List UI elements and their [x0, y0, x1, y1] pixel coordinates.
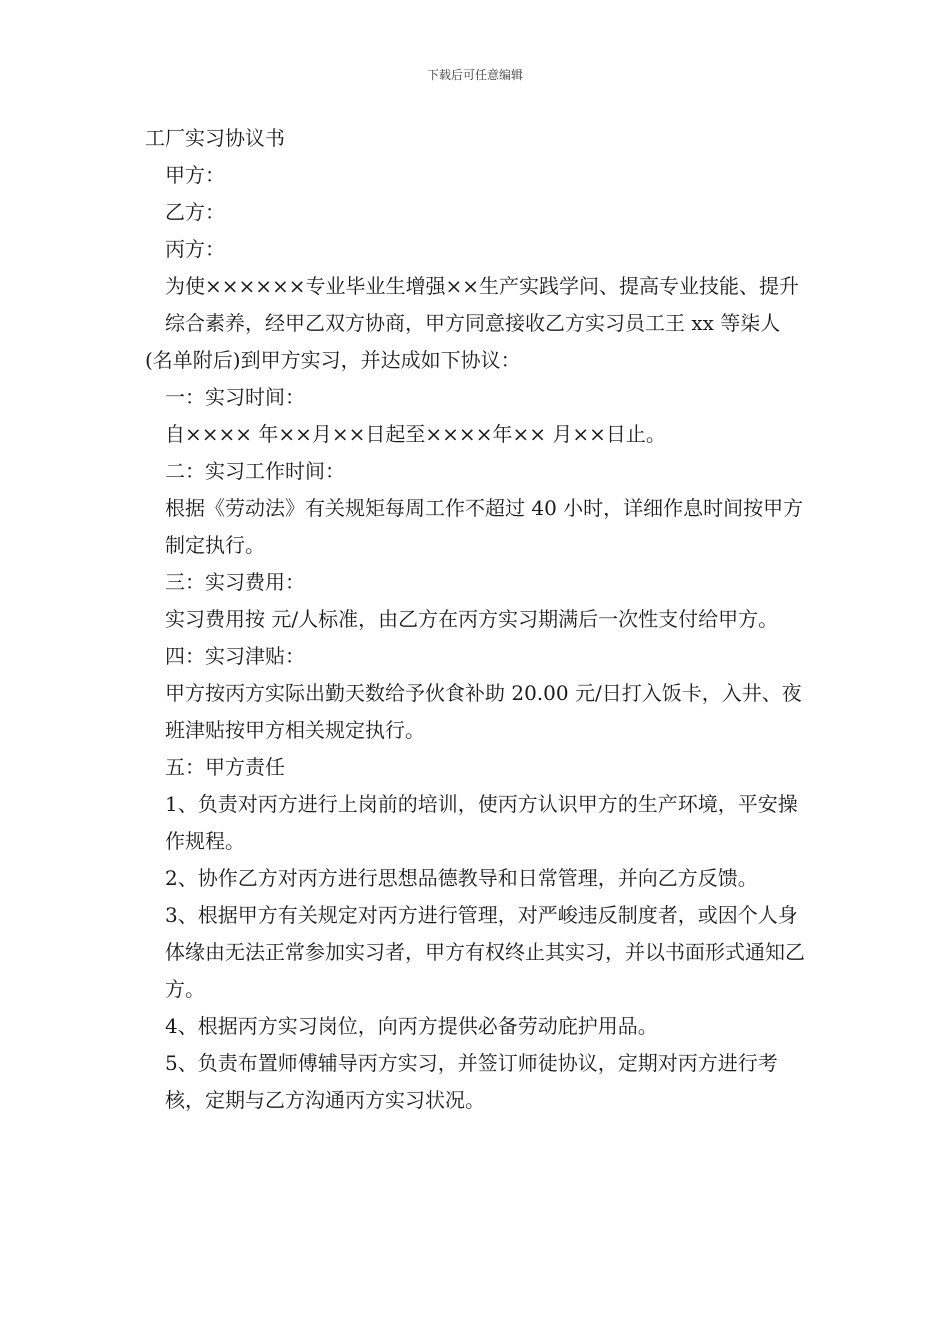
section-heading-4: 四：实习津贴： [165, 644, 305, 668]
internship-period: 自×××× 年××月××日起至××××年×× 月××日止。 [165, 422, 666, 446]
page-header: 下载后可任意编辑 [426, 68, 523, 82]
section-heading-1: 一：实习时间： [165, 385, 305, 409]
allowance-paragraph: 甲方按丙方实际出勤天数给予伙食补助 20.00 元/日打入饭卡，入井、夜班津贴按甲方相关规定执行。 [165, 681, 802, 742]
party-c-line: 丙方： [165, 237, 225, 261]
fees-paragraph: 实习费用按 元/人标准，由乙方在丙方实习期满后一次性支付给甲方。 [165, 607, 779, 631]
party-a-line: 甲方： [165, 163, 225, 187]
party-b-line: 乙方： [165, 200, 225, 224]
duty-item-2: 2、协作乙方对丙方进行思想品德教导和日常管理，并向乙方反馈。 [165, 866, 758, 890]
duty-item-5: 5、负责布置师傅辅导丙方实习，并签订师徒协议，定期对丙方进行考核，定期与乙方沟通丙方实习状况。 [165, 1051, 778, 1112]
section-heading-2: 二：实习工作时间： [165, 459, 345, 483]
working-hours-paragraph: 根据《劳动法》有关规矩每周工作不超过 40 小时，详细作息时间按甲方制定执行。 [165, 496, 804, 557]
section-heading-5: 五：甲方责任 [165, 755, 285, 779]
preamble-continuation: (名单附后)到甲方实习，并达成如下协议： [145, 348, 521, 372]
duty-item-1: 1、负责对丙方进行上岗前的培训，使丙方认识甲方的生产环境，平安操作规程。 [165, 792, 798, 853]
duty-item-4: 4、根据丙方实习岗位，向丙方提供必备劳动庇护用品。 [165, 1014, 658, 1038]
duty-item-3: 3、根据甲方有关规定对丙方进行管理，对严峻违反制度者，或因个人身体缘由无法正常参加实习者，甲方有权终止其实习，并以书面形式通知乙方。 [165, 903, 805, 1001]
preamble-paragraph: 为使××××××专业毕业生增强××生产实践学问、提高专业技能、提升综合素养，经甲乙双方协商，甲方同意接收乙方实习员工王 xx 等柒人 [165, 274, 800, 335]
document-title: 工厂实习协议书 [145, 126, 285, 150]
document-body [145, 120, 810, 1119]
section-heading-3: 三：实习费用： [165, 570, 305, 594]
